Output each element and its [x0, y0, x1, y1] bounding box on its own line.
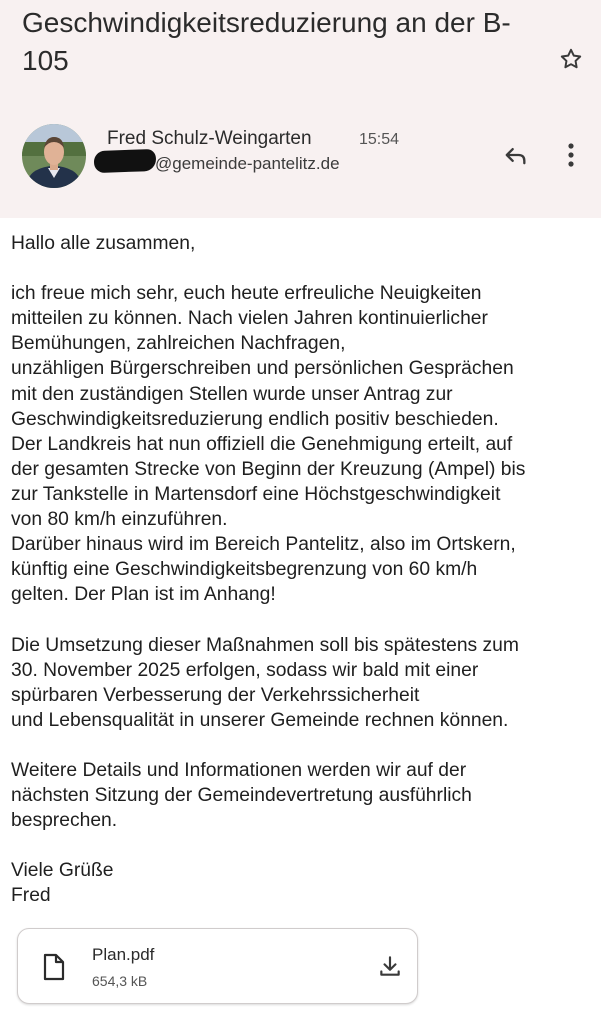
- body-line: künftig eine Geschwindigkeitsbegrenzung von 60 km/h: [11, 559, 478, 581]
- attachment-chip[interactable]: [17, 928, 418, 1004]
- body-line: ich freue mich sehr, euch heute erfreuliche Neuigkeiten: [11, 283, 482, 305]
- subject-title: Geschwindigkeitsreduzierung an der B-105: [22, 7, 511, 76]
- download-icon: [377, 953, 403, 979]
- reply-button[interactable]: [500, 140, 530, 170]
- body-line: und Lebensqualität in unserer Gemeinde rechnen können.: [11, 709, 509, 731]
- message-header: [0, 0, 601, 218]
- attachment-file-name: Plan.pdf: [92, 945, 155, 964]
- message-body: [11, 231, 591, 909]
- body-line: gelten. Der Plan ist im Anhang!: [11, 584, 276, 606]
- body-line: unzähligen Bürgerschreiben und persönlichen Gesprächen: [11, 358, 514, 380]
- body-line: von 80 km/h einzuführen.: [11, 509, 228, 531]
- body-line: besprechen.: [11, 810, 118, 832]
- reply-icon: [501, 141, 529, 169]
- closing-line: Viele Grüße: [11, 860, 114, 882]
- body-line: Bemühungen, zahlreichen Nachfragen,: [11, 333, 346, 355]
- body-line: mit den zuständigen Stellen wurde unser Antrag zur: [11, 383, 453, 405]
- body-line: Darüber hinaus wird im Bereich Pantelitz, also im Ortskern,: [11, 534, 516, 556]
- body-line: Weitere Details und Informationen werden wir auf der: [11, 759, 467, 781]
- body-line: Die Umsetzung dieser Maßnahmen soll bis spätestens zum: [11, 634, 519, 656]
- body-line: Der Landkreis hat nun offiziell die Genehmigung erteilt, auf: [11, 433, 513, 455]
- body-line: Geschwindigkeitsreduzierung endlich positiv beschieden.: [11, 408, 499, 430]
- more-vert-icon: [567, 142, 575, 168]
- download-button[interactable]: [375, 951, 405, 981]
- send-time: 15:54: [359, 131, 400, 148]
- body-line: zur Tankstelle in Martensdorf eine Höchstgeschwindigkeit: [11, 483, 501, 505]
- sender-email: @gemeinde-pantelitz.de: [155, 154, 340, 173]
- greeting: Hallo alle zusammen,: [11, 233, 196, 254]
- signature: Fred: [11, 885, 51, 907]
- body-line: nächsten Sitzung der Gemeindevertretung ausführlich: [11, 785, 472, 807]
- more-options-button[interactable]: [558, 140, 584, 170]
- star-icon[interactable]: [558, 46, 584, 72]
- attachment-file-size: 654,3 kB: [92, 973, 148, 989]
- avatar[interactable]: [22, 124, 86, 188]
- sender-name: Fred Schulz-Weingarten: [107, 128, 312, 149]
- redaction-mark: [94, 149, 157, 173]
- file-icon: [42, 953, 66, 981]
- body-line: der gesamten Strecke von Beginn der Kreuzung (Ampel) bis: [11, 458, 526, 480]
- body-line: spürbaren Verbesserung der Verkehrssicherheit: [11, 684, 420, 706]
- body-line: 30. November 2025 erfolgen, sodass wir bald mit einer: [11, 659, 479, 681]
- body-line: mitteilen zu können. Nach vielen Jahren kontinuierlicher: [11, 308, 488, 330]
